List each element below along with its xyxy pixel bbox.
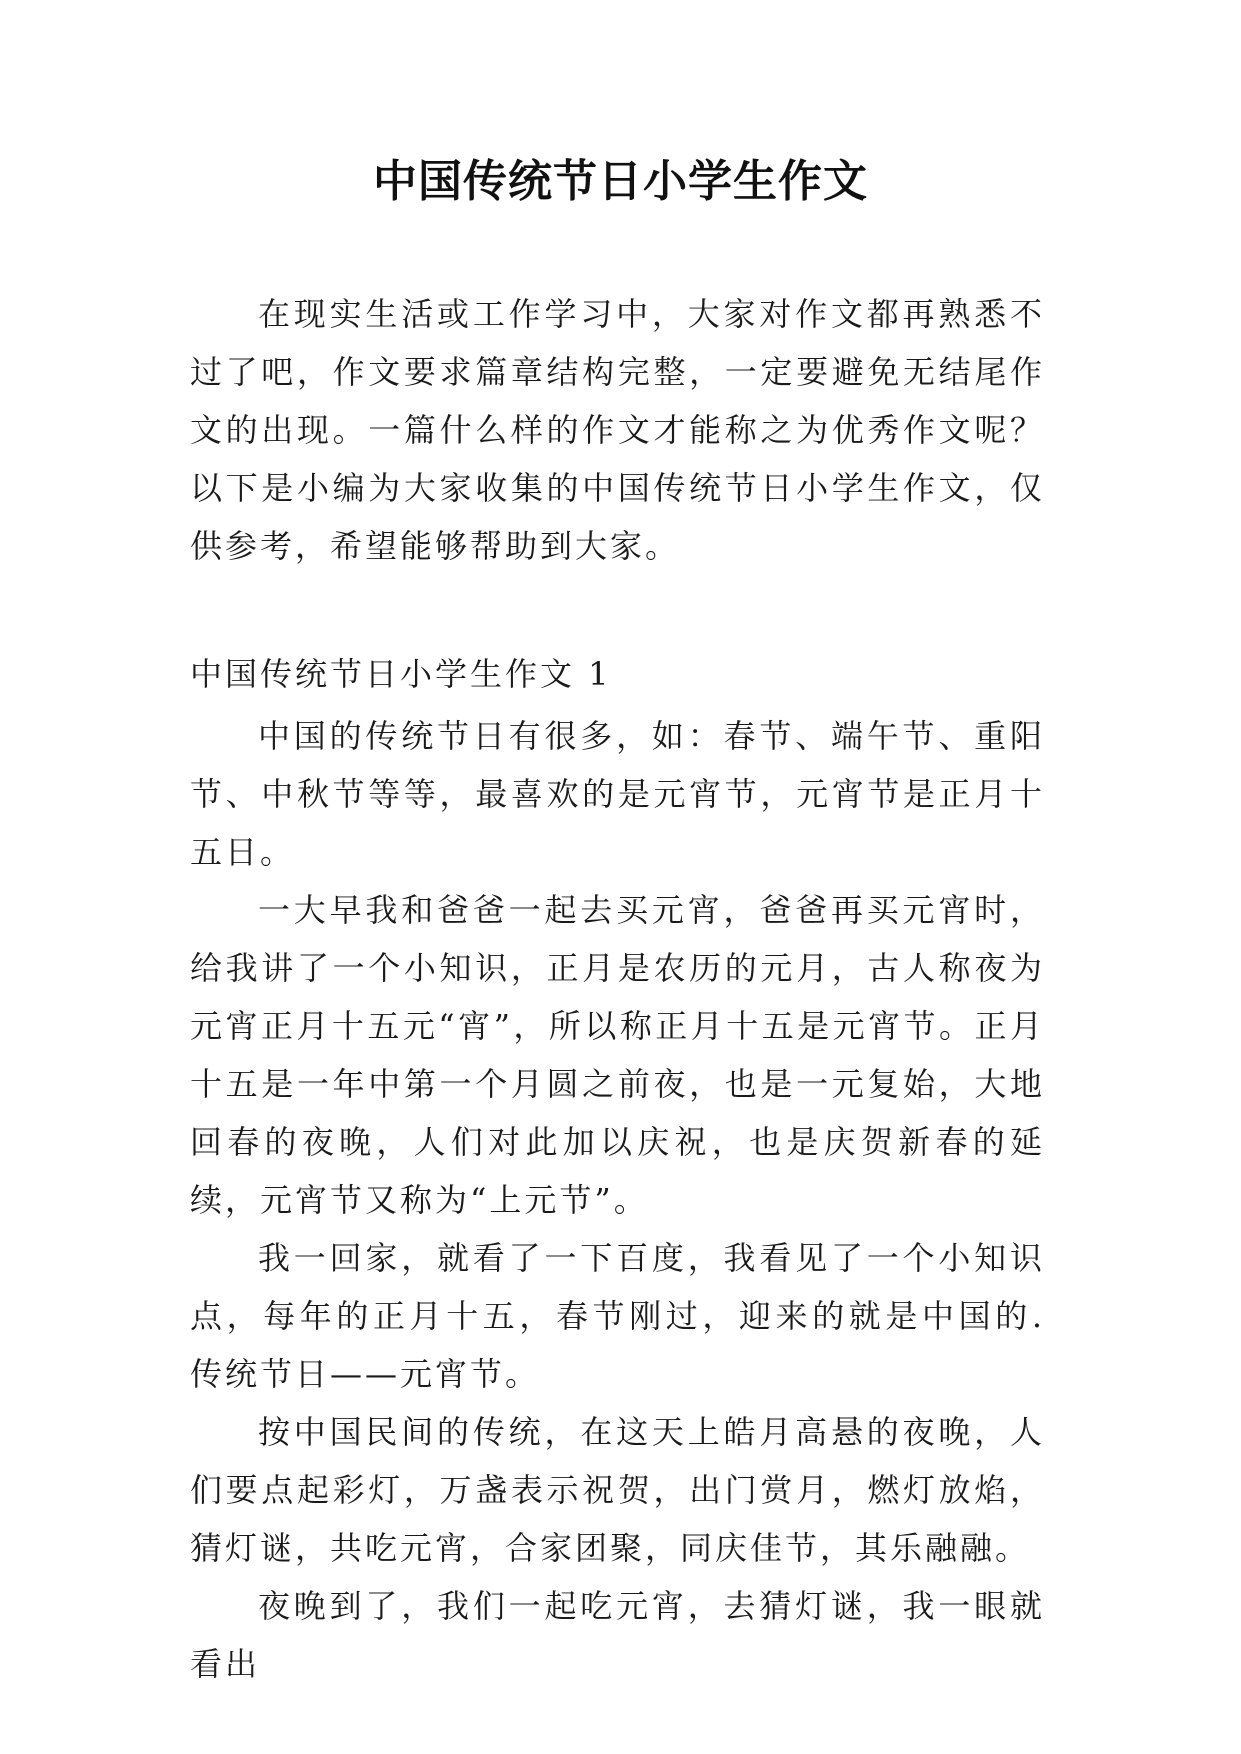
intro-paragraph: 在现实生活或工作学习中，大家对作文都再熟悉不过了吧，作文要求篇章结构完整，一定要避免无结尾作文的出现。一篇什么样的作文才能称之为优秀作文呢？以下是小编为大家收集的中国传统节日小学生作文，仅供参考，希望能够帮助到大家。 (190, 295, 1045, 565)
body-paragraph: 中国的传统节日有很多，如：春节、端午节、重阳节、中秋节等等，最喜欢的是元宵节，元宵节是正月十五日。 (190, 717, 1045, 871)
body-paragraph: 按中国民间的传统，在这天上皓月高悬的夜晚，人们要点起彩灯，万盏表示祝贺，出门赏月，燃灯放焰，猜灯谜，共吃元宵，合家团聚，同庆佳节，其乐融融。 (190, 1413, 1045, 1567)
body-paragraph: 一大早我和爸爸一起去买元宵，爸爸再买元宵时，给我讲了一个小知识，正月是农历的元月，古人称夜为元宵正月十五元“宵”，所以称正月十五是元宵节。正月十五是一年中第一个月圆之前夜，也是一元复始，大地回春的夜晚，人们对此加以庆祝，也是庆贺新春的延续，元宵节又称为“上元节”。 (190, 891, 1045, 1219)
body-paragraph: 夜晚到了，我们一起吃元宵，去猜灯谜，我一眼就看出 (190, 1587, 1045, 1683)
section-heading: 中国传统节日小学生作文 1 (190, 655, 612, 693)
body-paragraph: 我一回家，就看了一下百度，我看见了一个小知识点，每年的正月十五，春节刚过，迎来的就是中国的. 传统节日——元宵节。 (190, 1239, 1045, 1393)
document-title: 中国传统节日小学生作文 (373, 156, 868, 207)
document-body (190, 285, 1045, 1693)
